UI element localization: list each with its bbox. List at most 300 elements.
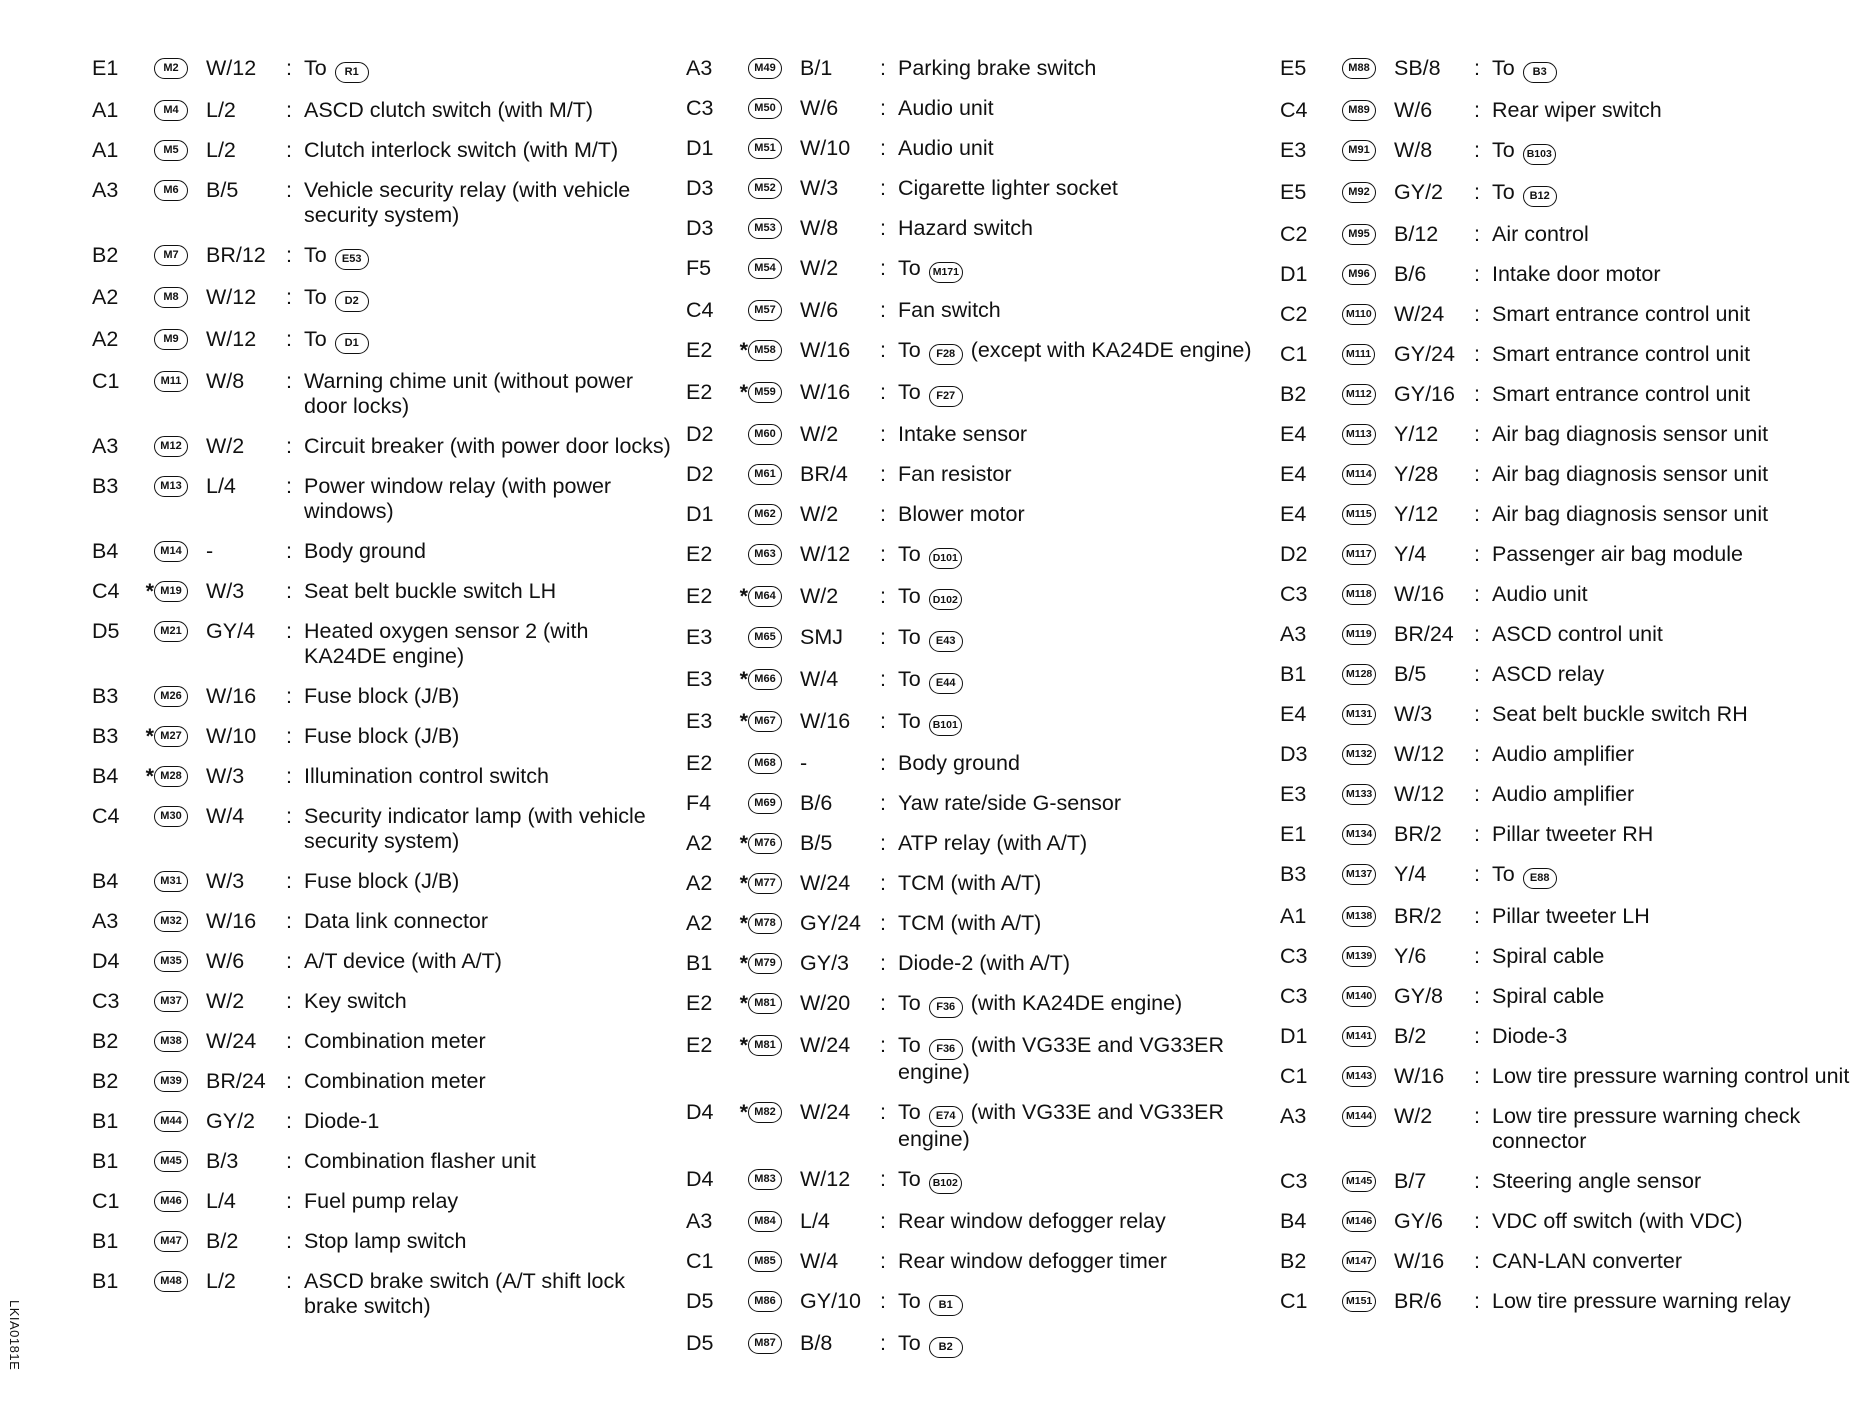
connector-row bbox=[1280, 98, 1866, 123]
terminal-color-count: B/1 bbox=[800, 56, 833, 80]
terminal-color-count: B/6 bbox=[1394, 261, 1427, 286]
terminal-color-count: GY/6 bbox=[1394, 1208, 1443, 1233]
grid-location: F4 bbox=[686, 791, 712, 815]
connector-number: M138 bbox=[1342, 906, 1376, 927]
connector-row bbox=[686, 1033, 1276, 1085]
connector-row bbox=[1280, 422, 1866, 447]
connector-symbol bbox=[748, 871, 800, 892]
connector-symbol bbox=[748, 176, 800, 197]
separator-colon: : bbox=[286, 138, 292, 162]
separator-colon: : bbox=[880, 56, 886, 80]
connector-row bbox=[92, 1149, 672, 1174]
grid-location: E2 bbox=[686, 991, 713, 1015]
description-text: Passenger air bag module bbox=[1492, 541, 1743, 566]
connector-number: M27 bbox=[154, 726, 188, 747]
description-text: Intake sensor bbox=[898, 421, 1028, 446]
terminal-color-count: GY/24 bbox=[800, 911, 861, 935]
connector-description bbox=[1492, 180, 1866, 207]
separator-colon: : bbox=[286, 285, 292, 309]
connector-row bbox=[686, 502, 1276, 527]
description-text: ASCD clutch switch (with M/T) bbox=[304, 98, 594, 122]
description-text: Audio unit bbox=[1492, 581, 1588, 606]
connector-row bbox=[92, 684, 672, 709]
connector-number: M19 bbox=[154, 581, 188, 602]
connector-description bbox=[898, 502, 1276, 527]
connector-number: M119 bbox=[1342, 624, 1376, 645]
separator-colon: : bbox=[1474, 581, 1480, 606]
connector-row bbox=[92, 804, 672, 854]
separator-colon: : bbox=[286, 684, 292, 708]
separator-colon: : bbox=[880, 583, 886, 608]
description-text: Spiral cable bbox=[1492, 943, 1605, 968]
connector-number: M131 bbox=[1342, 704, 1376, 725]
description-text: Fuse block (J/B) bbox=[304, 869, 460, 893]
connector-row bbox=[686, 1100, 1276, 1152]
connector-number: M151 bbox=[1342, 1291, 1376, 1312]
grid-location: A3 bbox=[92, 434, 119, 458]
terminal-color-count: W/4 bbox=[206, 804, 245, 828]
description-text: Diode-1 bbox=[304, 1109, 380, 1133]
description-text: Intake door motor bbox=[1492, 261, 1661, 286]
connector-row bbox=[92, 243, 672, 270]
connector-description bbox=[898, 1249, 1276, 1274]
description-text: To bbox=[1492, 138, 1515, 162]
grid-location: A2 bbox=[686, 911, 713, 935]
description-text: To bbox=[898, 256, 921, 280]
separator-colon: : bbox=[880, 1248, 886, 1273]
terminal-color-count: W/2 bbox=[800, 501, 839, 526]
separator-colon: : bbox=[286, 243, 292, 267]
connector-description bbox=[898, 951, 1276, 976]
grid-location: A3 bbox=[686, 1208, 713, 1233]
separator-colon: : bbox=[880, 667, 886, 692]
separator-colon: : bbox=[286, 178, 292, 202]
description-text: Fan resistor bbox=[898, 461, 1012, 486]
terminal-color-count: W/2 bbox=[1394, 1103, 1433, 1128]
separator-colon: : bbox=[1474, 661, 1480, 686]
connector-symbol bbox=[154, 1269, 206, 1290]
separator-colon: : bbox=[1474, 301, 1480, 326]
grid-location: C1 bbox=[686, 1248, 714, 1273]
separator-colon: : bbox=[286, 1109, 292, 1133]
connector-row bbox=[1280, 1289, 1866, 1314]
terminal-color-count: W/3 bbox=[206, 764, 245, 788]
connector-symbol bbox=[748, 502, 800, 523]
connector-row bbox=[92, 539, 672, 564]
connector-number: M144 bbox=[1342, 1106, 1376, 1127]
connector-row bbox=[686, 1289, 1276, 1316]
connector-row bbox=[92, 1029, 672, 1054]
connector-description bbox=[304, 1029, 672, 1054]
connector-symbol bbox=[748, 298, 800, 319]
asterisk-mark: * bbox=[739, 911, 748, 935]
connector-symbol bbox=[1342, 904, 1394, 925]
connector-symbol bbox=[1342, 180, 1394, 201]
connector-symbol bbox=[1342, 702, 1394, 723]
terminal-color-count: Y/6 bbox=[1394, 943, 1427, 968]
description-text: Security indicator lamp (with vehicle security system) bbox=[304, 804, 646, 853]
connector-description bbox=[898, 542, 1276, 569]
terminal-color-count: W/2 bbox=[800, 256, 839, 280]
connector-number: M53 bbox=[748, 218, 782, 239]
connector-row bbox=[686, 136, 1276, 161]
connector-symbol bbox=[748, 256, 800, 277]
connector-description bbox=[898, 422, 1276, 447]
terminal-color-count: W/2 bbox=[800, 421, 839, 446]
terminal-color-count: Y/4 bbox=[1394, 541, 1427, 566]
description-text: Air bag diagnosis sensor unit bbox=[1492, 421, 1769, 446]
connector-number: M2 bbox=[154, 58, 188, 79]
separator-colon: : bbox=[286, 1189, 292, 1213]
connector-number: M50 bbox=[748, 98, 782, 119]
grid-location: B4 bbox=[1280, 1208, 1307, 1233]
description-text: To bbox=[898, 583, 921, 608]
connector-number: M7 bbox=[154, 245, 188, 266]
grid-location: E1 bbox=[1280, 821, 1307, 846]
grid-location: E4 bbox=[1280, 501, 1307, 526]
terminal-color-count: W/16 bbox=[800, 337, 851, 362]
grid-location: E2 bbox=[686, 379, 713, 404]
connector-number: M111 bbox=[1342, 344, 1375, 365]
connector-row bbox=[686, 584, 1276, 611]
separator-colon: : bbox=[880, 751, 886, 775]
grid-location: D2 bbox=[1280, 541, 1308, 566]
terminal-color-count: B/2 bbox=[1394, 1023, 1427, 1048]
separator-colon: : bbox=[1474, 1288, 1480, 1313]
terminal-color-count: W/16 bbox=[1394, 1063, 1445, 1088]
grid-location: A1 bbox=[92, 138, 119, 162]
connector-row bbox=[686, 991, 1276, 1018]
connector-symbol bbox=[748, 831, 800, 852]
terminal-color-count: W/16 bbox=[800, 709, 851, 734]
grid-location: D1 bbox=[686, 136, 714, 160]
terminal-color-count: L/2 bbox=[206, 1269, 236, 1293]
connector-description bbox=[898, 1033, 1276, 1085]
connector-row bbox=[1280, 342, 1866, 367]
connector-number: M21 bbox=[154, 621, 188, 642]
description-text: Pillar tweeter RH bbox=[1492, 821, 1654, 846]
description-suffix: (except with KA24DE engine) bbox=[970, 337, 1252, 362]
connector-description bbox=[1492, 1169, 1866, 1194]
terminal-color-count: GY/4 bbox=[206, 619, 255, 643]
terminal-color-count: B/5 bbox=[1394, 661, 1427, 686]
grid-location: B4 bbox=[92, 869, 119, 893]
connector-symbol bbox=[748, 625, 800, 646]
destination-connector: D2 bbox=[335, 291, 369, 312]
terminal-color-count: W/2 bbox=[800, 583, 839, 608]
connector-description bbox=[304, 138, 672, 163]
separator-colon: : bbox=[880, 461, 886, 486]
description-text: To bbox=[304, 327, 327, 351]
terminal-color-count: Y/12 bbox=[1394, 421, 1439, 446]
separator-colon: : bbox=[880, 1100, 886, 1124]
separator-colon: : bbox=[880, 991, 886, 1015]
connector-symbol bbox=[1342, 222, 1394, 243]
separator-colon: : bbox=[1474, 56, 1480, 80]
connector-number: M133 bbox=[1342, 784, 1376, 805]
description-text: Air control bbox=[1492, 221, 1589, 246]
description-text: Clutch interlock switch (with M/T) bbox=[304, 138, 619, 162]
description-text: CAN-LAN converter bbox=[1492, 1248, 1682, 1273]
description-text: Combination meter bbox=[304, 1069, 486, 1093]
connector-description bbox=[898, 380, 1276, 407]
connector-row bbox=[92, 909, 672, 934]
terminal-color-count: GY/16 bbox=[1394, 381, 1455, 406]
terminal-color-count: W/8 bbox=[206, 369, 245, 393]
connector-row bbox=[1280, 262, 1866, 287]
connector-row bbox=[686, 216, 1276, 241]
connector-symbol bbox=[154, 804, 206, 825]
grid-location: E3 bbox=[686, 625, 713, 650]
connector-symbol bbox=[154, 1029, 206, 1050]
separator-colon: : bbox=[286, 724, 292, 748]
destination-connector: E74 bbox=[929, 1106, 963, 1127]
grid-location: A3 bbox=[92, 178, 119, 202]
connector-row bbox=[686, 667, 1276, 694]
connector-row bbox=[1280, 984, 1866, 1009]
connector-row bbox=[92, 1269, 672, 1319]
connector-number: M61 bbox=[748, 464, 782, 485]
connector-number: M54 bbox=[748, 258, 782, 279]
asterisk-mark: * bbox=[739, 709, 748, 734]
connector-number: M59 bbox=[748, 382, 782, 403]
connector-row bbox=[1280, 502, 1866, 527]
grid-location: C2 bbox=[1280, 301, 1308, 326]
connector-symbol bbox=[1342, 622, 1394, 643]
connector-number: M145 bbox=[1342, 1171, 1376, 1192]
separator-colon: : bbox=[1474, 179, 1480, 204]
connector-description bbox=[1492, 98, 1866, 123]
connector-number: M76 bbox=[748, 833, 782, 854]
description-text: To bbox=[898, 1167, 921, 1191]
connector-number: M64 bbox=[748, 586, 782, 607]
connector-description bbox=[304, 98, 672, 123]
separator-colon: : bbox=[1474, 701, 1480, 726]
connector-number: M9 bbox=[154, 329, 188, 350]
connector-symbol bbox=[154, 56, 206, 77]
separator-colon: : bbox=[1474, 98, 1480, 122]
connector-number: M114 bbox=[1342, 464, 1376, 485]
asterisk-mark: * bbox=[739, 991, 748, 1015]
separator-colon: : bbox=[286, 369, 292, 393]
connector-description bbox=[898, 256, 1276, 283]
terminal-color-count: SMJ bbox=[800, 625, 843, 650]
terminal-color-count: W/8 bbox=[800, 216, 839, 240]
separator-colon: : bbox=[1474, 1208, 1480, 1233]
terminal-color-count: W/12 bbox=[800, 541, 851, 566]
connector-number: M66 bbox=[748, 669, 782, 690]
grid-location: D5 bbox=[686, 1330, 714, 1355]
connector-description bbox=[1492, 1104, 1866, 1154]
connector-symbol bbox=[154, 1149, 206, 1170]
separator-colon: : bbox=[1474, 221, 1480, 246]
connector-number: M39 bbox=[154, 1071, 188, 1092]
connector-description bbox=[1492, 944, 1866, 969]
connector-description bbox=[898, 871, 1276, 896]
description-text: Body ground bbox=[898, 751, 1020, 775]
grid-location: D4 bbox=[92, 949, 120, 973]
destination-connector: B3 bbox=[1523, 62, 1557, 83]
connector-number: M49 bbox=[748, 58, 782, 79]
separator-colon: : bbox=[1474, 381, 1480, 406]
grid-location: B3 bbox=[1280, 861, 1307, 886]
connector-symbol bbox=[1342, 862, 1394, 883]
asterisk-mark: * bbox=[739, 379, 748, 404]
terminal-color-count: W/24 bbox=[1394, 301, 1445, 326]
connector-number: M47 bbox=[154, 1231, 188, 1252]
connector-list-column-3 bbox=[1280, 56, 1866, 1329]
separator-colon: : bbox=[286, 909, 292, 933]
connector-number: M92 bbox=[1342, 182, 1376, 203]
separator-colon: : bbox=[286, 1029, 292, 1053]
connector-row bbox=[92, 285, 672, 312]
separator-colon: : bbox=[880, 136, 886, 160]
terminal-color-count: L/4 bbox=[800, 1208, 830, 1233]
description-text: Rear wiper switch bbox=[1492, 98, 1662, 122]
connector-symbol bbox=[1342, 822, 1394, 843]
separator-colon: : bbox=[880, 216, 886, 240]
connector-row bbox=[686, 338, 1276, 365]
grid-location: C3 bbox=[1280, 1168, 1308, 1193]
connector-number: M12 bbox=[154, 436, 188, 457]
connector-number: M132 bbox=[1342, 744, 1376, 765]
description-text: Yaw rate/side G-sensor bbox=[898, 791, 1122, 815]
connector-description bbox=[1492, 1249, 1866, 1274]
connector-description bbox=[304, 1069, 672, 1094]
grid-location: D3 bbox=[686, 216, 714, 240]
connector-description bbox=[898, 625, 1276, 652]
connector-row bbox=[1280, 222, 1866, 247]
connector-number: M86 bbox=[748, 1291, 782, 1312]
terminal-color-count: B/5 bbox=[800, 831, 833, 855]
grid-location: A2 bbox=[686, 871, 713, 895]
connector-description bbox=[898, 176, 1276, 201]
destination-connector: B103 bbox=[1523, 144, 1556, 165]
separator-colon: : bbox=[286, 804, 292, 828]
grid-location: E3 bbox=[686, 667, 713, 692]
separator-colon: : bbox=[1474, 903, 1480, 928]
connector-row bbox=[686, 542, 1276, 569]
connector-row bbox=[686, 298, 1276, 323]
separator-colon: : bbox=[880, 1288, 886, 1313]
connector-description bbox=[1492, 984, 1866, 1009]
terminal-color-count: W/3 bbox=[206, 869, 245, 893]
asterisk-mark: * bbox=[145, 579, 154, 603]
connector-row bbox=[1280, 462, 1866, 487]
connector-description bbox=[304, 539, 672, 564]
connector-row bbox=[92, 989, 672, 1014]
grid-location: D4 bbox=[686, 1167, 714, 1191]
terminal-color-count: L/4 bbox=[206, 1189, 236, 1213]
description-text: Fuel pump relay bbox=[304, 1189, 459, 1213]
separator-colon: : bbox=[880, 709, 886, 734]
terminal-color-count: GY/2 bbox=[206, 1109, 255, 1133]
grid-location: A2 bbox=[686, 831, 713, 855]
description-text: To bbox=[898, 1330, 921, 1355]
connector-symbol bbox=[1342, 984, 1394, 1005]
terminal-color-count: L/2 bbox=[206, 98, 236, 122]
destination-connector: B102 bbox=[929, 1173, 962, 1194]
connector-number: M78 bbox=[748, 913, 782, 934]
terminal-color-count: W/16 bbox=[206, 684, 257, 708]
separator-colon: : bbox=[286, 98, 292, 122]
connector-row bbox=[686, 56, 1276, 81]
connector-number: M118 bbox=[1342, 584, 1376, 605]
separator-colon: : bbox=[1474, 621, 1480, 646]
connector-row bbox=[1280, 302, 1866, 327]
separator-colon: : bbox=[880, 831, 886, 855]
connector-number: M30 bbox=[154, 806, 188, 827]
separator-colon: : bbox=[880, 1033, 886, 1057]
connector-row bbox=[1280, 1249, 1866, 1274]
connector-symbol bbox=[748, 791, 800, 812]
connector-description bbox=[898, 831, 1276, 856]
connector-symbol bbox=[154, 474, 206, 495]
separator-colon: : bbox=[880, 911, 886, 935]
terminal-color-count: Y/28 bbox=[1394, 461, 1439, 486]
terminal-color-count: W/3 bbox=[1394, 701, 1433, 726]
connector-number: M5 bbox=[154, 140, 188, 161]
connector-symbol bbox=[748, 96, 800, 117]
connector-description bbox=[1492, 422, 1866, 447]
separator-colon: : bbox=[880, 256, 886, 280]
asterisk-mark: * bbox=[739, 583, 748, 608]
separator-colon: : bbox=[880, 791, 886, 815]
connector-row bbox=[92, 1189, 672, 1214]
grid-location: D3 bbox=[686, 176, 714, 200]
grid-location: E4 bbox=[1280, 701, 1307, 726]
connector-symbol bbox=[748, 136, 800, 157]
terminal-color-count: W/12 bbox=[1394, 781, 1445, 806]
connector-number: M147 bbox=[1342, 1251, 1376, 1272]
separator-colon: : bbox=[286, 434, 292, 458]
connector-number: M69 bbox=[748, 793, 782, 814]
connector-symbol bbox=[1342, 382, 1394, 403]
connector-symbol bbox=[154, 327, 206, 348]
asterisk-mark: * bbox=[739, 1033, 748, 1057]
description-text: To bbox=[898, 337, 921, 362]
connector-description bbox=[304, 579, 672, 604]
connector-description bbox=[304, 1229, 672, 1254]
description-text: Rear window defogger timer bbox=[898, 1248, 1167, 1273]
connector-symbol bbox=[154, 1189, 206, 1210]
description-text: Blower motor bbox=[898, 501, 1025, 526]
connector-number: M35 bbox=[154, 951, 188, 972]
connector-symbol bbox=[154, 684, 206, 705]
connector-number: M45 bbox=[154, 1151, 188, 1172]
terminal-color-count: B/6 bbox=[800, 791, 833, 815]
connector-row bbox=[92, 474, 672, 524]
connector-description bbox=[304, 684, 672, 709]
description-text: ATP relay (with A/T) bbox=[898, 831, 1088, 855]
connector-row bbox=[686, 625, 1276, 652]
connector-description bbox=[1492, 262, 1866, 287]
separator-colon: : bbox=[1474, 501, 1480, 526]
separator-colon: : bbox=[880, 1167, 886, 1191]
separator-colon: : bbox=[1474, 1248, 1480, 1273]
description-text: Cigarette lighter socket bbox=[898, 176, 1118, 200]
destination-connector: E53 bbox=[335, 249, 369, 270]
separator-colon: : bbox=[1474, 781, 1480, 806]
terminal-color-count: GY/24 bbox=[1394, 341, 1455, 366]
connector-row bbox=[1280, 1064, 1866, 1089]
connector-symbol bbox=[748, 1331, 800, 1352]
description-text: To bbox=[304, 56, 327, 80]
grid-location: B1 bbox=[1280, 661, 1307, 686]
connector-description bbox=[1492, 342, 1866, 367]
connector-symbol bbox=[154, 724, 206, 745]
terminal-color-count: B/7 bbox=[1394, 1168, 1427, 1193]
